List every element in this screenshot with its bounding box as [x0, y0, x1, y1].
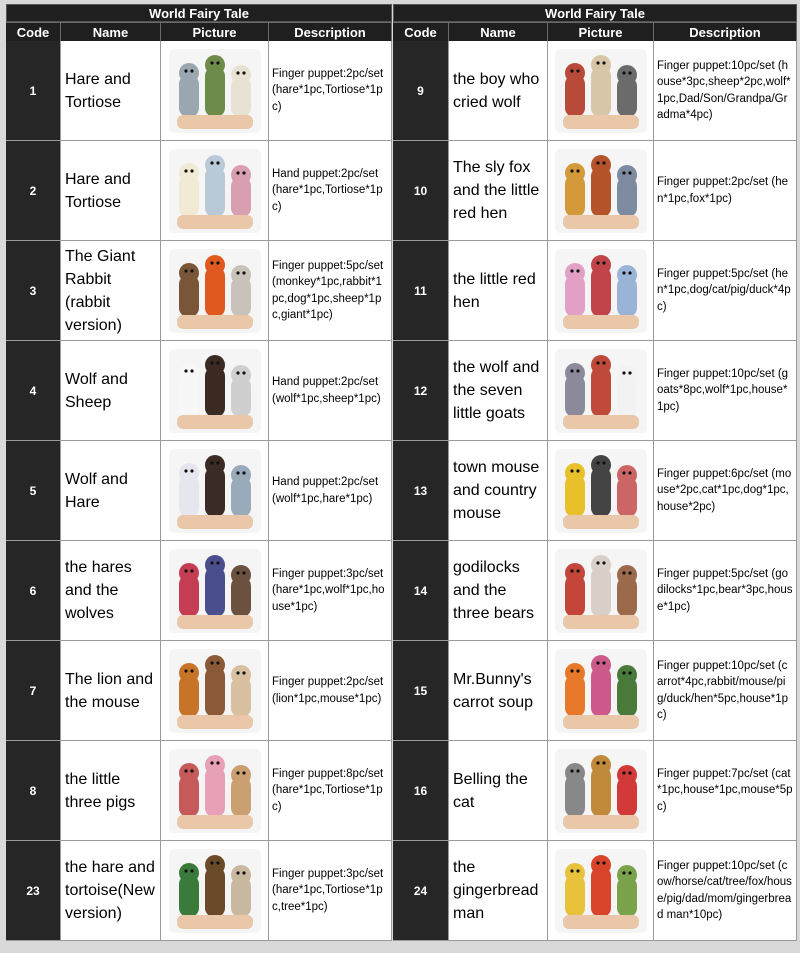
code-cell: [393, 641, 449, 740]
code-cell: [6, 141, 61, 240]
table-row: [6, 141, 392, 241]
description-cell: [654, 341, 797, 440]
name-cell-text: the wolf and the seven little goats: [453, 359, 540, 422]
code-cell: [6, 841, 61, 940]
name-cell: [61, 341, 161, 440]
picture-cell: [161, 141, 269, 240]
code-cell-text: 15: [413, 683, 428, 698]
description-cell-text: Finger puppet:5pc/set (hen*1pc,dog/cat/pig/duck*4pc): [657, 267, 791, 313]
name-cell: [61, 541, 161, 640]
code-cell-text: 2: [29, 183, 37, 198]
name-cell-text: Mr.Bunny's carrot soup: [453, 670, 534, 711]
code-cell: [393, 241, 449, 340]
code-cell: [393, 441, 449, 540]
code-cell-text: 12: [413, 383, 428, 398]
description-cell: [654, 841, 797, 940]
name-cell: [61, 441, 161, 540]
code-cell-text: 6: [29, 583, 37, 598]
name-cell: [61, 141, 161, 240]
picture-cell: [161, 241, 269, 340]
header-name: Name: [449, 22, 548, 41]
code-cell-text: 5: [29, 483, 37, 498]
picture-cell: [548, 741, 654, 840]
picture-cell: [161, 641, 269, 740]
name-cell-text: Wolf and Sheep: [65, 370, 128, 411]
table-row: [393, 41, 797, 141]
code-cell: [6, 341, 61, 440]
code-cell: [393, 341, 449, 440]
wolf-hare-hand-puppet-icon: [169, 449, 261, 533]
name-cell: [449, 241, 548, 340]
description-cell: [269, 141, 392, 240]
description-cell-text: Finger puppet:8pc/set (hare*1pc,Tortiose*1pc): [272, 767, 384, 813]
picture-cell: [548, 241, 654, 340]
header-name: Name: [61, 22, 161, 41]
table-row: [393, 341, 797, 441]
hare-tortoise-finger-puppet-icon: [169, 49, 261, 133]
code-cell-text: 3: [29, 283, 37, 298]
description-cell: [654, 141, 797, 240]
code-cell-text: 23: [26, 883, 40, 898]
description-cell: [654, 41, 797, 140]
right-header-row: [393, 22, 797, 41]
table-row: [6, 541, 392, 641]
name-cell: [449, 841, 548, 940]
belling-cat-puppets-icon: [555, 749, 647, 833]
name-cell: [61, 241, 161, 340]
name-cell-text: the hare and tortoise(New version): [65, 859, 155, 922]
description-cell: [269, 41, 392, 140]
left-table-body: [6, 41, 392, 941]
name-cell: [449, 441, 548, 540]
header-description: Description: [269, 22, 392, 41]
description-cell-text: Hand puppet:2pc/set (wolf*1pc,sheep*1pc): [272, 376, 381, 405]
name-cell: [61, 41, 161, 140]
table-row: [393, 441, 797, 541]
code-cell: [6, 41, 61, 140]
picture-cell: [161, 541, 269, 640]
description-cell: [654, 641, 797, 740]
description-cell: [654, 241, 797, 340]
gingerbread-man-puppets-icon: [555, 849, 647, 933]
header-code: Code: [393, 22, 449, 41]
picture-cell: [161, 41, 269, 140]
name-cell: [449, 141, 548, 240]
description-cell: [269, 841, 392, 940]
name-cell-text: the little red hen: [453, 270, 536, 311]
code-cell: [393, 741, 449, 840]
name-cell-text: the boy who cried wolf: [453, 70, 540, 111]
code-cell-text: 10: [413, 183, 428, 198]
little-red-hen-puppets-icon: [555, 249, 647, 333]
description-cell-text: Finger puppet:5pc/set (godilocks*1pc,bear*3pc,house*1pc): [657, 567, 793, 613]
three-pigs-puppets-icon: [169, 749, 261, 833]
table-row: [393, 141, 797, 241]
bunny-carrot-soup-puppets-icon: [555, 649, 647, 733]
code-cell-text: 9: [417, 83, 424, 98]
table-row: [6, 641, 392, 741]
description-cell-text: Finger puppet:10pc/set (goats*8pc,wolf*1pc,house*1pc): [657, 367, 789, 413]
name-cell-text: The sly fox and the little red hen: [453, 159, 540, 222]
right-table-title: World Fairy Tale: [393, 4, 797, 22]
hares-wolves-puppets-icon: [169, 549, 261, 633]
code-cell: [6, 241, 61, 340]
left-table-title: World Fairy Tale: [6, 4, 392, 22]
name-cell-text: Hare and Tortiose: [65, 70, 131, 111]
description-cell-text: Finger puppet:5pc/set (monkey*1pc,rabbit*1pc,dog*1pc,sheep*1pc,giant*1pc): [272, 259, 384, 321]
left-header-row: [6, 22, 392, 41]
giant-rabbit-puppets-icon: [169, 249, 261, 333]
table-row: [6, 841, 392, 941]
description-cell: [269, 541, 392, 640]
table-row: [6, 341, 392, 441]
name-cell-text: The Giant Rabbit (rabbit version): [65, 247, 136, 334]
name-cell: [449, 741, 548, 840]
description-cell: [269, 341, 392, 440]
hare-tortoise-hand-puppet-icon: [169, 149, 261, 233]
description-cell: [269, 441, 392, 540]
name-cell-text: the gingerbread man: [453, 859, 539, 922]
code-cell: [393, 141, 449, 240]
name-cell-text: godilocks and the three bears: [453, 559, 534, 622]
name-cell-text: Belling the cat: [453, 770, 528, 811]
town-country-mouse-puppets-icon: [555, 449, 647, 533]
code-cell-text: 14: [413, 583, 428, 598]
picture-cell: [161, 741, 269, 840]
table-row: [6, 241, 392, 341]
picture-cell: [548, 441, 654, 540]
description-cell-text: Finger puppet:6pc/set (mouse*2pc,cat*1pc,dog*1pc,house*2pc): [657, 467, 792, 513]
picture-cell: [161, 441, 269, 540]
description-cell-text: Hand puppet:2pc/set (hare*1pc,Tortiose*1pc): [272, 167, 383, 213]
code-cell-text: 24: [413, 883, 428, 898]
hare-tortoise-new-puppets-icon: [169, 849, 261, 933]
description-cell-text: Finger puppet:3pc/set (hare*1pc,wolf*1pc,house*1pc): [272, 567, 385, 613]
description-cell: [654, 441, 797, 540]
description-cell-text: Finger puppet:3pc/set (hare*1pc,Tortiose*1pc,tree*1pc): [272, 867, 384, 913]
code-cell-text: 13: [413, 483, 428, 498]
name-cell-text: Wolf and Hare: [65, 470, 128, 511]
name-cell: [449, 341, 548, 440]
right-table: [393, 4, 797, 941]
code-cell-text: 8: [29, 783, 37, 798]
name-cell: [61, 741, 161, 840]
description-cell: [654, 541, 797, 640]
description-cell-text: Finger puppet:10pc/set (carrot*4pc,rabbit/mouse/pig/duck/hen*5pc,house*1pc): [657, 659, 789, 721]
code-cell-text: 16: [413, 783, 428, 798]
name-cell-text: Hare and Tortiose: [65, 170, 131, 211]
code-cell-text: 4: [29, 383, 37, 398]
right-table-body: [393, 41, 797, 941]
code-cell: [393, 841, 449, 940]
picture-cell: [548, 641, 654, 740]
name-cell: [61, 641, 161, 740]
name-cell: [61, 841, 161, 940]
picture-cell: [548, 41, 654, 140]
name-cell-text: town mouse and country mouse: [453, 459, 540, 522]
wolf-sheep-hand-puppet-icon: [169, 349, 261, 433]
code-cell-text: 1: [29, 83, 37, 98]
header-picture: Picture: [548, 22, 654, 41]
wolf-seven-goats-puppets-icon: [555, 349, 647, 433]
code-cell: [393, 41, 449, 140]
code-cell: [6, 641, 61, 740]
description-cell: [269, 641, 392, 740]
table-row: [6, 441, 392, 541]
picture-cell: [548, 341, 654, 440]
name-cell-text: the hares and the wolves: [65, 559, 132, 622]
name-cell-text: the little three pigs: [65, 770, 136, 811]
code-cell: [6, 541, 61, 640]
description-cell-text: Finger puppet:2pc/set (lion*1pc,mouse*1pc): [272, 676, 384, 705]
lion-mouse-puppets-icon: [169, 649, 261, 733]
table-row: [393, 641, 797, 741]
table-row: [6, 741, 392, 841]
header-code: Code: [6, 22, 61, 41]
name-cell: [449, 641, 548, 740]
description-cell-text: Finger puppet:10pc/set (cow/horse/cat/tree/fox/house/pig/dad/mom/gingerbread man*10pc): [657, 859, 792, 921]
name-cell: [449, 541, 548, 640]
table-row: [393, 241, 797, 341]
description-cell-text: Finger puppet:2pc/set (hare*1pc,Tortiose*1pc): [272, 67, 384, 113]
description-cell-text: Finger puppet:2pc/set (hen*1pc,fox*1pc): [657, 176, 789, 205]
picture-cell: [548, 841, 654, 940]
table-row: [393, 741, 797, 841]
description-cell-text: Finger puppet:10pc/set (house*3pc,sheep*2pc,wolf*1pc,Dad/Son/Grandpa/Gradma*4pc): [657, 59, 791, 121]
description-cell: [654, 741, 797, 840]
code-cell: [6, 441, 61, 540]
picture-cell: [161, 841, 269, 940]
header-description: Description: [654, 22, 797, 41]
description-cell-text: Hand puppet:2pc/set (wolf*1pc,hare*1pc): [272, 476, 379, 505]
code-cell: [6, 741, 61, 840]
table-row: [393, 841, 797, 941]
boy-cried-wolf-puppets-icon: [555, 49, 647, 133]
description-cell-text: Finger puppet:7pc/set (cat*1pc,house*1pc,mouse*5pc): [657, 767, 793, 813]
picture-cell: [161, 341, 269, 440]
left-table: [6, 4, 392, 941]
header-picture: Picture: [161, 22, 269, 41]
picture-cell: [548, 541, 654, 640]
description-cell: [269, 241, 392, 340]
table-row: [393, 541, 797, 641]
picture-cell: [548, 141, 654, 240]
goldilocks-bears-puppets-icon: [555, 549, 647, 633]
name-cell-text: The lion and the mouse: [65, 670, 154, 711]
table-row: [6, 41, 392, 141]
description-cell: [269, 741, 392, 840]
code-cell: [393, 541, 449, 640]
code-cell-text: 11: [414, 283, 427, 298]
fox-hen-puppets-icon: [555, 149, 647, 233]
name-cell: [449, 41, 548, 140]
code-cell-text: 7: [29, 683, 37, 698]
